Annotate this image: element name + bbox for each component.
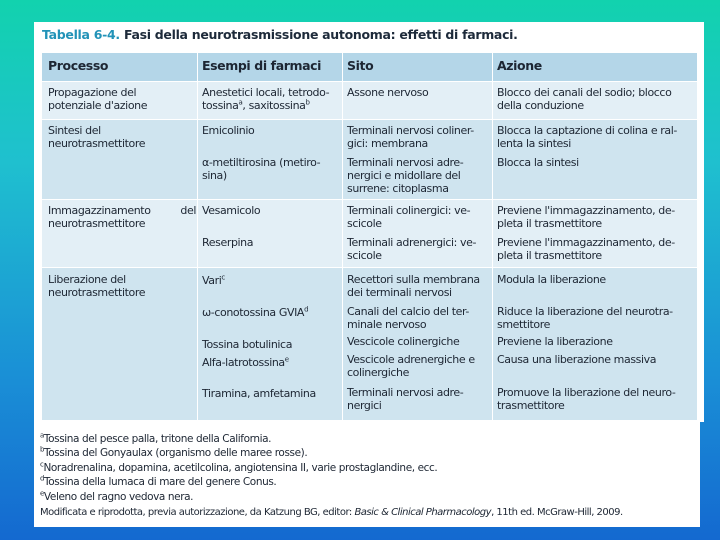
cell-azione: Promuove la liberazione del neuro-trasmettitore [497,386,676,412]
header-processo: Processo [48,58,109,73]
cell-farmaci: Vesamicolo [202,204,261,217]
cell-azione: Modula la liberazione [497,273,606,286]
cell-sito: Assone nervoso [347,86,429,99]
source-note: Modificata e riprodotta, previa autorizzazione, da Katzung BG, editor: Basic & Clinical Pharmacology, 11th ed. McGraw-Hill, 2009. [40,507,623,518]
column-divider [197,53,198,421]
header-sito: Sito [347,58,374,73]
footnote: $^c$Noradrenalina, dopamina, acetilcolina, angiotensina II, varie prostaglandine, ecc. [40,460,438,474]
cell-farmaci: Alfa-latrotossina$^e$ [202,355,289,369]
cell-sito: Vescicole colinergiche [347,335,460,348]
cell-sito: Terminali adrenergici: ve-scicole [347,236,477,262]
cell-azione: Blocca la sintesi [497,156,579,169]
cell-farmaci: Vari$^c$ [202,273,225,287]
cell-azione: Previene l'immagazzinamento, de-pleta il trasmettitore [497,236,675,262]
table-number: Tabella 6-4. [42,27,120,42]
footnote: $^b$Tossina del Gonyaulax (organismo delle maree rosse). [40,445,308,459]
cell-sito: Vescicole adrenergiche e colinergiche [347,353,475,379]
cell-azione: Blocca la captazione di colina e ral-lenta la sintesi [497,124,677,150]
cell-farmaci: Reserpina [202,236,254,249]
drug-table [42,53,697,421]
cell-azione: Previene l'immagazzinamento, de-pleta il trasmettitore [497,204,675,230]
cell-farmaci: α-metiltirosina (metiro-sina) [202,156,321,182]
cell-processo: Immagazzinamento del neurotrasmettitore [48,204,196,230]
cell-sito: Terminali nervosi coliner-gici: membrana [347,124,474,150]
cell-farmaci: Tiramina, amfetamina [202,387,316,400]
cell-farmaci: Emicolinio [202,124,255,137]
cell-azione: Causa una liberazione massiva [497,353,657,366]
cell-azione: Previene la liberazione [497,335,613,348]
cell-processo: Propagazione del potenziale d'azione [48,86,148,112]
header-azione: Azione [497,58,542,73]
column-divider [492,53,493,421]
footnote: $^d$Tossina della lumaca di mare del genere Conus. [40,474,277,488]
table-title [42,27,518,42]
footnote: $^a$Tossina del pesce palla, tritone della California. [40,431,272,445]
cell-sito: Terminali colinergici: ve-scicole [347,204,471,230]
cell-processo: Sintesi del neurotrasmettitore [48,124,146,150]
cell-azione: Blocco dei canali del sodio; blocco della conduzione [497,86,672,112]
cell-farmaci: ω-conotossina GVIA$^d$ [202,305,309,319]
cell-farmaci: Tossina botulinica [202,338,293,351]
cell-sito: Canali del calcio del ter-minale nervoso [347,305,469,331]
cell-sito: Terminali nervosi adre-nergici [347,386,464,412]
cell-farmaci: Anestetici locali, tetrodo-tossina$^a$, saxitossina$^b$ [202,86,330,112]
cell-sito: Recettori sulla membrana dei terminali nervosi [347,273,480,299]
table-caption: Fasi della neurotrasmissione autonoma: effetti di farmaci. [123,27,518,42]
cell-sito: Terminali nervosi adre-nergici e midollare del surrene: citoplasma [347,156,464,195]
footnote: $^e$Veleno del ragno vedova nera. [40,489,194,503]
header-farmaci: Esempi di farmaci [202,58,322,73]
cell-processo: Liberazione del neurotrasmettitore [48,273,146,299]
cell-azione: Riduce la liberazione del neurotra-smettitore [497,305,673,331]
